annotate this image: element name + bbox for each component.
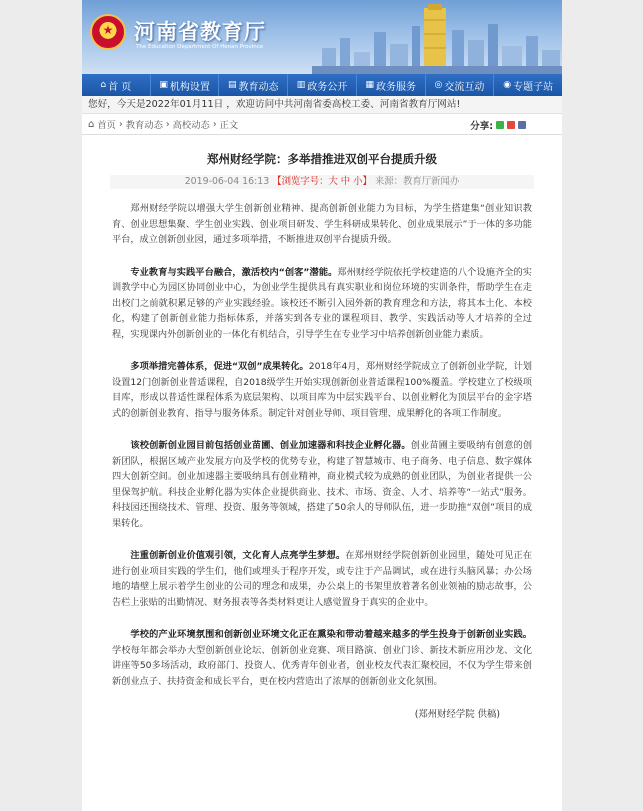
more-share-icon[interactable] [518,121,526,129]
news-icon: ▤ [228,80,237,90]
breadcrumb-separator: › [165,118,170,130]
article-body [82,201,562,720]
page-container [82,0,562,811]
article-source: 来源：教育厅新闻办 [374,176,460,187]
breadcrumb [82,114,562,135]
article-date: 2019-06-04 16:13 [184,176,270,187]
header-banner [82,0,562,74]
breadcrumb-current: 正文 [219,120,239,131]
weibo-share-icon[interactable] [507,121,515,129]
nav-item-gov[interactable]: ▥ 政务公开 [288,74,357,96]
home-icon: ⌂ [88,118,95,130]
font-size-control[interactable]: 【浏览字号：大 中 小】 [272,176,372,187]
city-skyline-graphic [312,0,562,74]
breadcrumb-news[interactable]: 教育动态 [125,120,163,131]
wechat-share-icon[interactable] [496,121,504,129]
greeting-bar: 您好，今天是2022年01月11日 ，欢迎访问中共河南省委高校工委、河南省教育厅网站! [82,96,562,114]
nav-item-org[interactable]: ▣ 机构设置 [151,74,220,96]
breadcrumb-university[interactable]: 高校动态 [172,120,210,131]
article-paragraph: 注重创新创业价值观引领，文化育人点亮学生梦想。在郑州财经学院创新创业园里，随处可见正在进行创业项目实践的学生们，他们或埋头于程序开发，或专注于产品调试，或在进行头脑风暴；办公场地的墙壁上展示着学生创业的公司的理念和成果，办公桌上的书架里放着著名创业领袖的励志故事，公告栏上张贴的出勤情况、财务报表等各类材料更让人感觉置身于真实的企业中。 [112,550,533,608]
nav-item-news[interactable]: ▤ 教育动态 [219,74,288,96]
org-icon: ▣ [159,80,168,90]
site-subtitle: The Education Department Of Henan Province [136,44,264,50]
article-paragraph: 学校的产业环境氛围和创新创业环境文化正在熏染和带动着越来越多的学生投身于创新创业实践。学校每年都会举办大型创新创业论坛、创新创业竞赛、项目路演、创业门诊、新技术新应用沙龙、文化讲座等50多场活动，政府部门、投资人、优秀青年创业者，创业校友代表汇聚校园，不仅为学生带来创新创业点子、扶持资金和成长平台，更在校内营造出了浓厚的创新创业文化氛围。 [112,629,532,687]
article-paragraph: 专业教育与实践平台融合，激活校内“创客”潜能。郑州财经学院依托学校建造的八个设施齐全的实训教学中心为园区协同创业中心，为创业学生提供具有真实职业和岗位环境的实训条件，帮助学生在走出校门之前就积累足够的产业实践经验。该校还不断引入园外新的教育理念和方法，将其本土化、本校化，构建了创新创业能力指标体系，并落实到各专业的课程项目、教学、实践活动等人才培养的全过程，实现课内外创新创业的一体化有机结合，引导学生在专业学习中培养创新创业能力素质。 [112,266,532,340]
nav-item-topic[interactable]: ◉ 专题子站 [503,80,554,93]
gov-icon: ▥ [296,80,306,90]
article-paragraph: 该校创新创业园目前包括创业苗圃、创业加速器和科技企业孵化器。创业苗圃主要吸纳有创意的创新团队，根据区域产业发展方向及学校的优势专业，构建了智慧城市、电子商务、电子信息、数字媒体四大创新空间。创业加速器主要吸纳具有创业精神，商业模式较为成熟的创业团队，为创业者提供一公里保驾护航。科技企业孵化器为实体企业提供商业、技术、市场、资金、人才、培养等“一站式”服务。科技园还围绕技术、管理、投资、服务等领域，搭建了50余人的导师队伍，进一步助推“双创”项目的成果转化。 [112,440,533,529]
nav-item-chat[interactable]: ◎ 交流互动 [426,74,495,96]
chat-icon: ◎ [434,80,443,90]
service-icon: ▦ [365,80,374,90]
main-nav [82,74,562,96]
article-meta [110,175,534,189]
home-icon: ⌂ [100,80,107,90]
share-label: 分享: [470,121,493,132]
breadcrumb-home[interactable]: 首页 [97,120,116,131]
article-attribution: (郑州财经学院 供稿) [414,709,500,720]
nav-item-home[interactable]: ⌂ 首 页 [82,74,151,96]
nav-item-service[interactable]: ▦ 政务服务 [357,74,426,96]
article-paragraph: 多项举措完善体系，促进“双创”成果转化。2018年4月，郑州财经学院成立了创新创业学院，计划设置12门创新创业普适课程，自2018级学生开始实现创新创业普适课程100%覆盖。学校建立了校级项目库，形成以普适性课程体系为底层架构、以项目库为中层实践平台、以创业孵化为顶层平台的金字塔式的创新创业教育、指导与服务体系。制定针对创业导师、项目管理、成果孵化的各项工作制度。 [112,361,532,419]
article-paragraph: 郑州财经学院以增强大学生创新创业精神、提高创新创业能力为目标，为学生搭建集“创业知识教育、创业思想集聚、学生创业实践、创业项目研发、学生科研成果转化、创业成果展示”于一体的多功能平台，成立创新创业园，通过多项举措，不断推进双创平台提质升级。 [112,203,532,245]
breadcrumb-separator: › [212,118,217,130]
breadcrumb-separator: › [118,118,123,130]
article-title: 郑州财经学院：多举措推进双创平台提质升级 [207,152,437,166]
topic-icon: ◉ [503,80,512,90]
national-emblem-icon: ★ [90,14,126,50]
share-group [470,118,526,132]
site-title[interactable]: 河南省教育厅 [134,20,266,44]
